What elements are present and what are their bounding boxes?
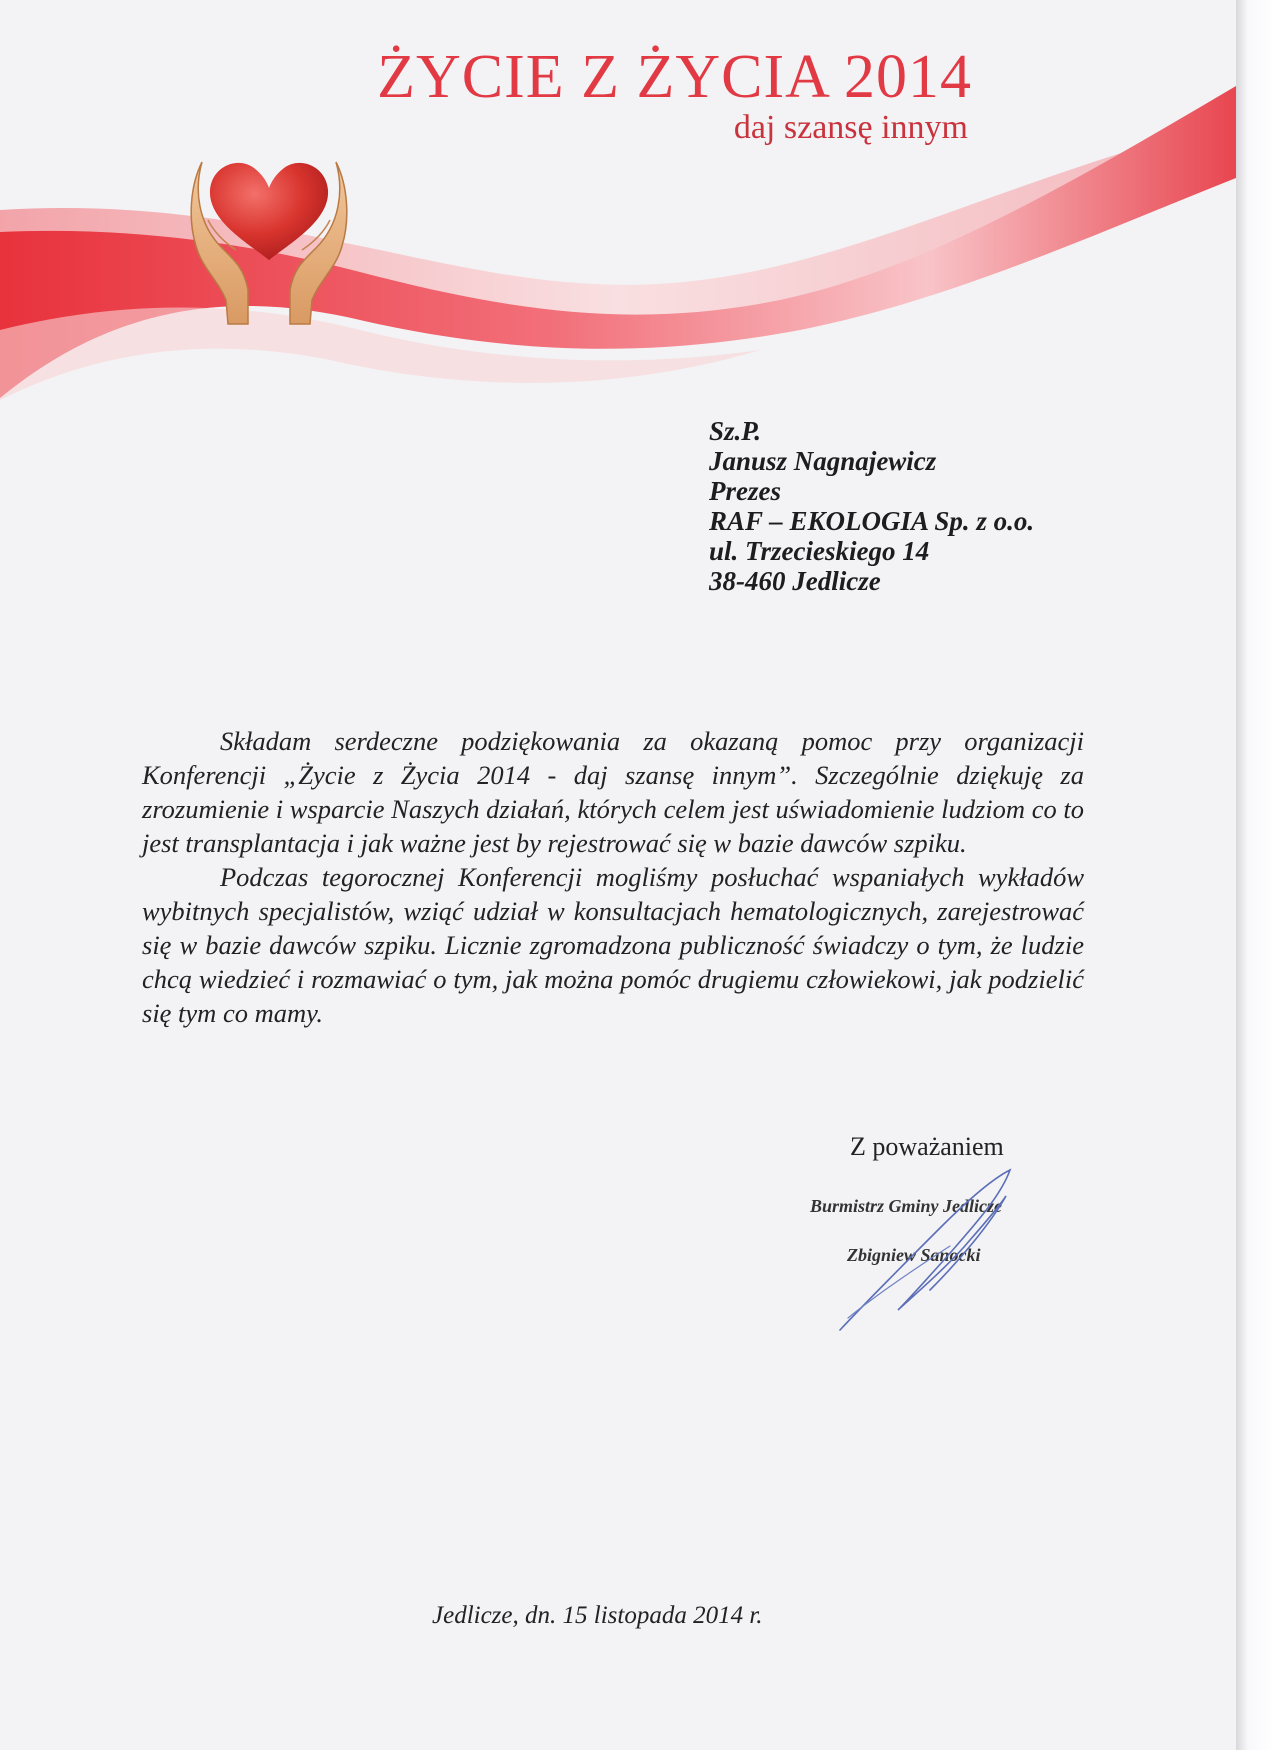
heart-in-hands-icon — [188, 150, 350, 326]
recipient-company: RAF – EKOLOGIA Sp. z o.o. — [709, 506, 1035, 536]
place-and-date: Jedlicze, dn. 15 listopada 2014 r. — [432, 1602, 763, 1629]
body-paragraph: Składam serdeczne podziękowania za okazaną pomoc przy organizacji Konferencji „Życie z Życia 2014 - daj szansę innym”. Szczególnie dziękuję za zrozumienie i wsparcie Naszych działań, których celem jest uświadomienie ludziom co to jest transplantacja i jak ważne jest by rejestrować się w bazie dawców szpiku. — [142, 726, 1084, 858]
recipient-title: Prezes — [709, 476, 781, 506]
handwritten-signature — [820, 1168, 1040, 1338]
recipient-salutation: Sz.P. — [709, 416, 762, 446]
recipient-name: Janusz Nagnajewicz — [709, 446, 937, 476]
signatory-name: Zbigniew Sanocki — [847, 1245, 981, 1265]
recipient-city: 38-460 Jedlicze — [709, 566, 881, 596]
scan-edge — [1236, 0, 1275, 1750]
campaign-subtitle: daj szansę innym — [733, 109, 968, 146]
recipient-address — [709, 416, 1034, 596]
recipient-street: ul. Trzecieskiego 14 — [709, 536, 930, 566]
letter-body — [142, 724, 1084, 1030]
closing-greeting: Z poważaniem — [850, 1132, 1004, 1161]
body-paragraph: Podczas tegorocznej Konferencji mogliśmy posłuchać wspaniałych wykładów wybitnych specjalistów, wziąć udział w konsultacjach hematologicznych, zarejestrować się w bazie dawców szpiku. Licznie zgromadzona publiczność świadczy o tym, że ludzie chcą wiedzieć i rozmawiać o tym, jak można pomóc drugiemu człowiekowi, jak podzielić się tym co mamy. — [142, 862, 1084, 1028]
signatory-role: Burmistrz Gminy Jedlicze — [810, 1196, 1003, 1216]
campaign-title: ŻYCIE Z ŻYCIA 2014 — [377, 43, 972, 111]
heart-shape — [210, 163, 328, 260]
